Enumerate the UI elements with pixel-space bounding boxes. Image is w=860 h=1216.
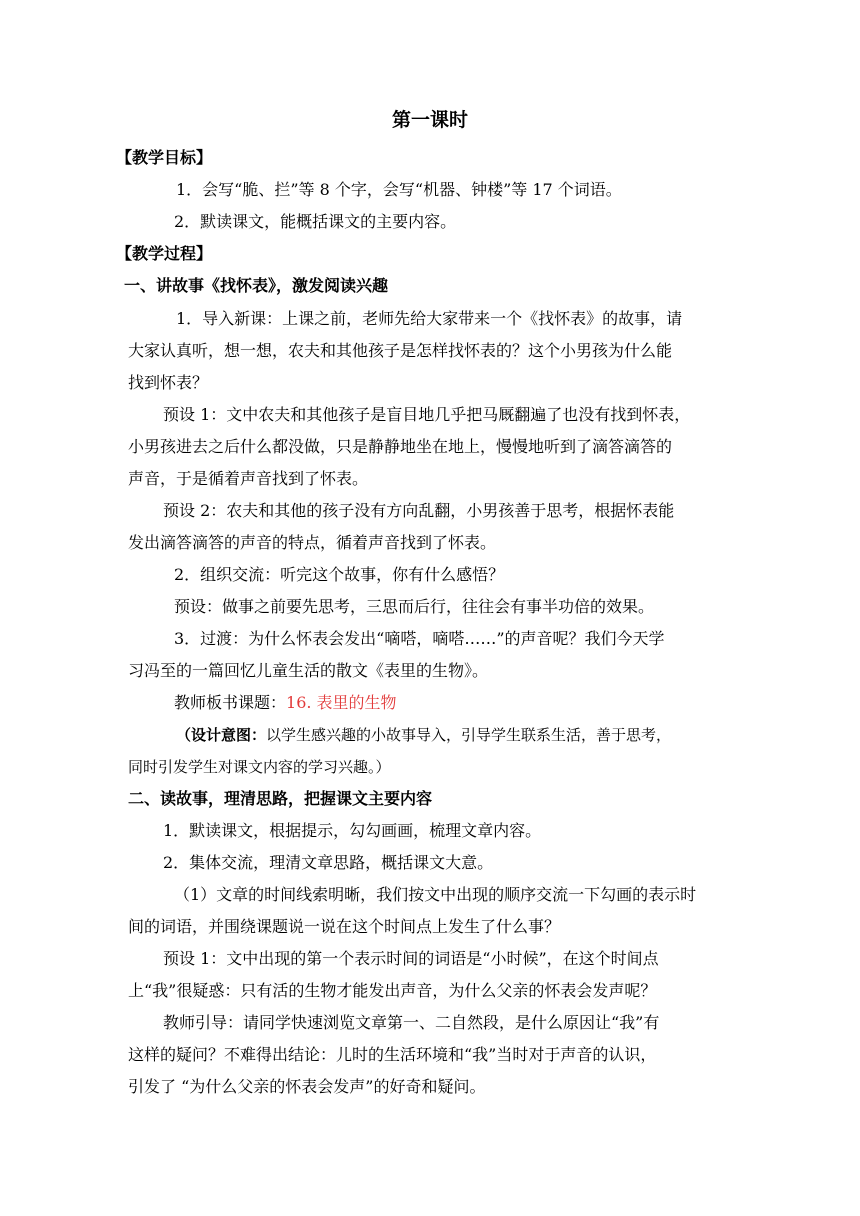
board-label: 教师板书课题： bbox=[174, 693, 287, 712]
paragraph-line: 3．过渡：为什么怀表会发出“嘀嗒，嘀嗒……”的声音呢？我们今天学 bbox=[174, 629, 665, 648]
paragraph-line: 这样的疑问？不难得出结论：儿时的生活环境和“我”当时对于声音的认识， bbox=[128, 1045, 657, 1064]
part1-heading: 一、讲故事《找怀表》，激发阅读兴趣 bbox=[124, 276, 389, 295]
paragraph-line: 习冯至的一篇回忆儿童生活的散文《表里的生物》。 bbox=[128, 661, 489, 680]
paragraph-line: 预设 2：农夫和其他的孩子没有方向乱翻，小男孩善于思考，根据怀表能 bbox=[163, 501, 675, 520]
paragraph-line: （1）文章的时间线索明晰，我们按文中出现的顺序交流一下勾画的表示时 bbox=[174, 885, 697, 904]
paragraph-line: 发出滴答滴答的声音的特点，循着声音找到了怀表。 bbox=[128, 533, 497, 552]
section-teaching-goals: 【教学目标】 bbox=[116, 148, 213, 167]
paragraph-line: 声音，于是循着声音找到了怀表。 bbox=[128, 469, 369, 488]
paragraph-line: 2．集体交流，理清文章思路，概括课文大意。 bbox=[163, 853, 494, 872]
paragraph-line: 找到怀表？ bbox=[128, 373, 209, 392]
board-line bbox=[174, 693, 397, 713]
part2-heading: 二、读故事，理清思路，把握课文主要内容 bbox=[128, 789, 433, 808]
design-intent-label: （设计意图： bbox=[176, 726, 267, 744]
paragraph-line: 预设：做事之前要先思考，三思而后行，往往会有事半功倍的效果。 bbox=[174, 597, 655, 616]
paragraph-line: 1．默读课文，根据提示，勾勾画画，梳理文章内容。 bbox=[163, 821, 542, 840]
page-title: 第一课时 bbox=[391, 109, 468, 131]
paragraph-line: 上“我”很疑惑：只有活的生物才能发出声音，为什么父亲的怀表会发声呢？ bbox=[128, 981, 657, 1000]
goal-item-2: 2．默读课文，能概括课文的主要内容。 bbox=[174, 212, 457, 231]
paragraph-line: 2．组织交流：听完这个故事，你有什么感悟？ bbox=[174, 565, 505, 584]
paragraph-line: 大家认真听，想一想，农夫和其他孩子是怎样找怀表的？这个小男孩为什么能 bbox=[128, 341, 673, 360]
paragraph-line: 预设 1：文中出现的第一个表示时间的词语是“小时候”，在这个时间点 bbox=[163, 949, 659, 968]
paragraph-line: 小男孩进去之后什么都没做，只是静静地坐在地上，慢慢地听到了滴答滴答的 bbox=[128, 437, 673, 456]
design-intent-text: 以学生感兴趣的小故事导入，引导学生联系生活，善于思考， bbox=[266, 726, 672, 744]
design-intent-line bbox=[176, 725, 671, 745]
paragraph-line: 引发了 “为什么父亲的怀表会发声”的好奇和疑问。 bbox=[128, 1077, 486, 1096]
board-title: 16. 表里的生物 bbox=[286, 693, 397, 712]
paragraph-line: 预设 1：文中农夫和其他孩子是盲目地几乎把马厩翻遍了也没有找到怀表， bbox=[163, 405, 691, 424]
paragraph-line: 间的词语，并围绕课题说一说在这个时间点上发生了什么事？ bbox=[128, 917, 561, 936]
goal-item-1: 1．会写“脆、拦”等 8 个字，会写“机器、钟楼”等 17 个词语。 bbox=[176, 180, 622, 199]
paragraph-line: 教师引导：请同学快速浏览文章第一、二自然段，是什么原因让“我”有 bbox=[163, 1013, 660, 1032]
paragraph-line: 1．导入新课：上课之前，老师先给大家带来一个《找怀表》的故事，请 bbox=[176, 309, 683, 328]
section-teaching-process: 【教学过程】 bbox=[116, 244, 213, 263]
paragraph-line: 同时引发学生对课文内容的学习兴趣。） bbox=[128, 758, 391, 776]
